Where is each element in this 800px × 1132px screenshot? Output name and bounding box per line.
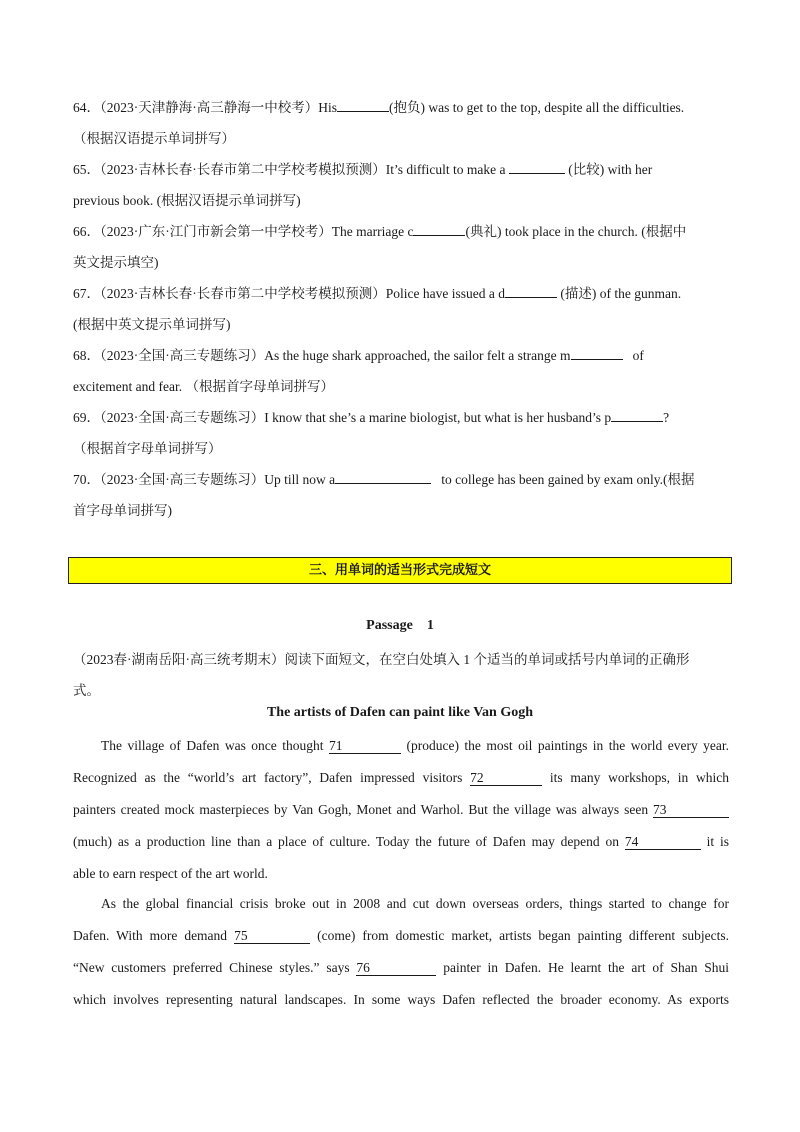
question-line: 66．（2023·广东·江门市新会第一中学校考）The marriage c (典礼) took place in the church. (根据中 bbox=[73, 216, 733, 247]
gap-74[interactable]: 74 bbox=[625, 834, 701, 850]
question-64 bbox=[73, 92, 733, 154]
question-hint: 首字母单词拼写) bbox=[73, 503, 172, 518]
instructions-line: （2023春·湖南岳阳·高三统考期末）阅读下面短文，在空白处填入 1 个适当的单词或括号内单词的正确形 bbox=[73, 652, 690, 667]
answer-blank[interactable] bbox=[335, 469, 431, 484]
text-line: able to earn respect of the art world. bbox=[73, 866, 268, 881]
question-line: 67．（2023·吉林长春·长春市第二中学校考模拟预测）Police have issued a d (描述) of the gunman. bbox=[73, 278, 733, 309]
paragraph-1 bbox=[73, 730, 729, 890]
question-67 bbox=[73, 278, 733, 340]
question-70 bbox=[73, 464, 733, 526]
section-banner: 三、用单词的适当形式完成短文 bbox=[68, 557, 732, 584]
text-line: (much) as a production line than a place of culture. Today the future of Dafen may depend on 74 it is bbox=[73, 834, 730, 849]
answer-blank[interactable] bbox=[571, 345, 623, 360]
question-hint: 英文提示填空) bbox=[73, 255, 159, 270]
gap-75[interactable]: 75 bbox=[234, 928, 310, 944]
passage-instructions bbox=[73, 644, 733, 706]
gap-76[interactable]: 76 bbox=[356, 960, 436, 976]
question-line: 65．（2023·吉林长春·长春市第二中学校考模拟预测）It’s difficult to make a (比较) with her bbox=[73, 154, 733, 185]
question-line: 68．（2023·全国·高三专题练习）As the huge shark approached, the sailor felt a strange m of bbox=[73, 340, 733, 371]
question-hint: (根据中英文提示单词拼写) bbox=[73, 317, 231, 332]
answer-blank[interactable] bbox=[337, 97, 389, 112]
question-line: 69．（2023·全国·高三专题练习）I know that she’s a marine biologist, but what is her husband’s p ? bbox=[73, 402, 733, 433]
question-65 bbox=[73, 154, 733, 216]
paragraph-2 bbox=[73, 888, 729, 1016]
passage-label: Passage 1 bbox=[366, 618, 434, 633]
answer-blank[interactable] bbox=[611, 407, 663, 422]
answer-blank[interactable] bbox=[509, 159, 565, 174]
gap-71[interactable]: 71 bbox=[329, 738, 401, 754]
question-hint: （根据汉语提示单词拼写） bbox=[73, 131, 235, 146]
text-line: “New customers preferred Chinese styles.” says 76 painter in Dafen. He learnt the art of Shan Shui bbox=[73, 960, 730, 975]
text-line: The village of Dafen was once thought 71 (produce) the most oil paintings in the world every year. bbox=[101, 738, 730, 753]
text-line: Dafen. With more demand 75 (come) from domestic market, artists began painting different subjects. bbox=[73, 928, 730, 943]
question-69 bbox=[73, 402, 733, 464]
question-68 bbox=[73, 340, 733, 402]
question-line: 70．（2023·全国·高三专题练习）Up till now a to college has been gained by exam only.(根据 bbox=[73, 464, 733, 495]
answer-blank[interactable] bbox=[413, 221, 465, 236]
text-line: which involves representing natural landscapes. In some ways Dafen reflected the broader economy. As exports bbox=[73, 992, 729, 1007]
article-title: The artists of Dafen can paint like Van Gogh bbox=[266, 705, 534, 720]
gap-72[interactable]: 72 bbox=[470, 770, 542, 786]
question-line: 64．（2023·天津静海·高三静海一中校考）His (抱负) was to get to the top, despite all the difficulties. bbox=[73, 92, 733, 123]
text-line: painters created mock masterpieces by Van Gogh, Monet and Warhol. But the village was always seen 73 bbox=[73, 794, 729, 826]
question-hint: （根据首字母单词拼写） bbox=[73, 441, 222, 456]
text-line: As the global financial crisis broke out in 2008 and cut down overseas orders, things started to change for bbox=[101, 896, 729, 911]
question-hint: previous book. (根据汉语提示单词拼写) bbox=[73, 193, 301, 208]
text-line: Recognized as the “world’s art factory”, Dafen impressed visitors 72 its many workshops, in which bbox=[73, 770, 730, 785]
gap-73[interactable]: 73 bbox=[653, 802, 729, 818]
answer-blank[interactable] bbox=[505, 283, 557, 298]
instructions-line: 式。 bbox=[73, 683, 100, 698]
question-hint: excitement and fear. （根据首字母单词拼写） bbox=[73, 379, 334, 394]
question-66 bbox=[73, 216, 733, 278]
